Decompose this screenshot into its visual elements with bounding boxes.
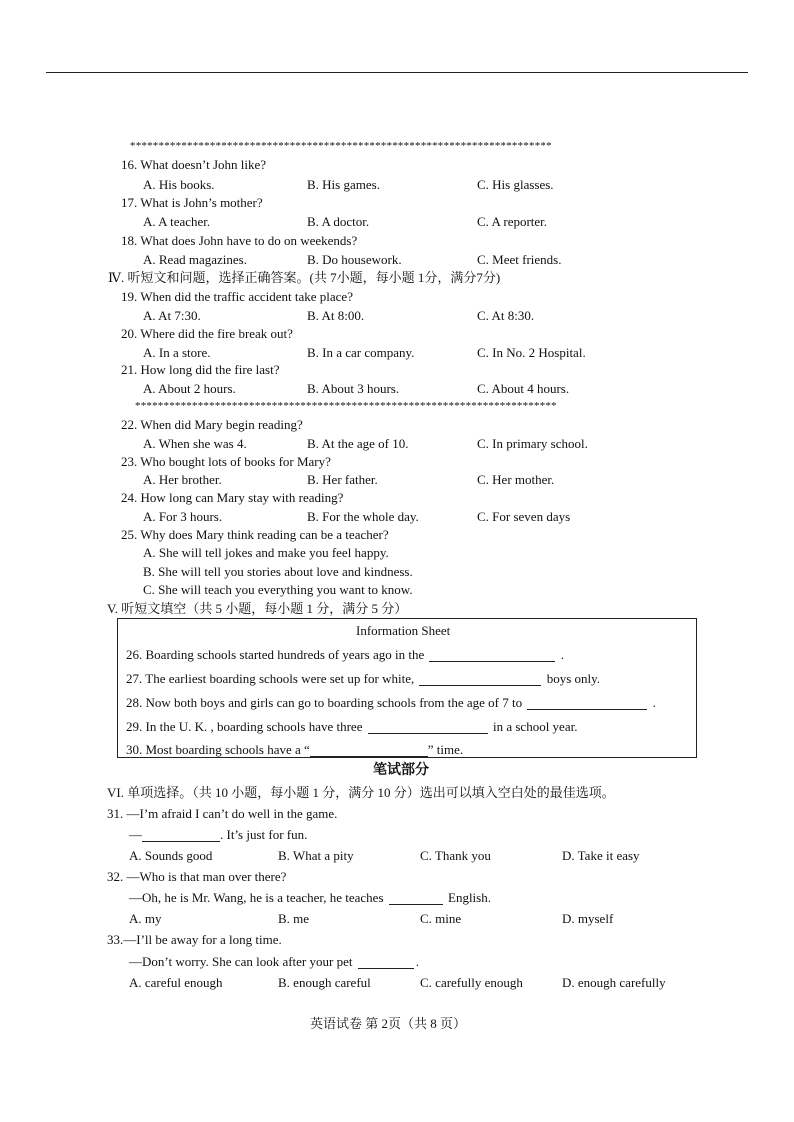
info-row-27-end: boys only. [546, 671, 601, 686]
option-25-a: A. She will tell jokes and make you feel happy. [143, 545, 389, 560]
option-32-a: A. my [129, 911, 162, 926]
answer-29-field[interactable] [368, 721, 488, 734]
question-24: 24. How long can Mary stay with reading? [121, 490, 344, 505]
answer-27-field[interactable] [419, 673, 541, 686]
option-20-b: B. In a car company. [307, 345, 415, 360]
option-33-c: C. carefully enough [420, 975, 523, 990]
question-20: 20. Where did the fire break out? [121, 326, 293, 341]
reply-dash: — [129, 827, 142, 842]
option-23-b: B. Her father. [307, 472, 378, 487]
info-row-30-end: ” time. [427, 742, 464, 757]
info-row-28-end: . [652, 695, 656, 710]
option-20-c: C. In No. 2 Hospital. [477, 345, 586, 360]
question-32: 32. —Who is that man over there? [107, 869, 287, 884]
option-21-c: C. About 4 hours. [477, 381, 570, 396]
answer-33-field[interactable] [358, 956, 414, 969]
reply-rest: . [415, 954, 419, 969]
option-18-c: C. Meet friends. [477, 252, 562, 267]
answer-31-field[interactable] [142, 829, 220, 842]
option-16-c: C. His glasses. [477, 177, 554, 192]
info-sheet-title: Information Sheet [356, 623, 451, 638]
option-19-c: C. At 8:30. [477, 308, 535, 323]
separator-stars: ************************************************************************** [135, 400, 557, 412]
option-31-b: B. What a pity [278, 848, 354, 863]
option-22-c: C. In primary school. [477, 436, 588, 451]
question-23: 23. Who bought lots of books for Mary? [121, 454, 331, 469]
page-footer: 英语试卷 第 2页（共 8 页） [310, 1016, 467, 1031]
reply-text: —Don’t worry. She can look after your pet [129, 954, 353, 969]
option-22-b: B. At the age of 10. [307, 436, 409, 451]
info-row-26 [126, 647, 564, 662]
option-20-a: A. In a store. [143, 345, 211, 360]
question-17: 17. What is John’s mother? [121, 195, 263, 210]
section-6-heading: VI. 单项选择。（共 10 小题，每小题 1 分，满分 10 分）选出可以填入空白处的最佳选项。 [107, 785, 615, 800]
info-row-30 [126, 742, 463, 757]
option-31-a: A. Sounds good [129, 848, 213, 863]
option-23-c: C. Her mother. [477, 472, 555, 487]
option-18-b: B. Do housework. [307, 252, 402, 267]
option-19-b: B. At 8:00. [307, 308, 365, 323]
option-32-b: B. me [278, 911, 310, 926]
info-row-27 [126, 671, 600, 686]
reply-text: —Oh, he is Mr. Wang, he is a teacher, he teaches [129, 890, 384, 905]
option-24-a: A. For 3 hours. [143, 509, 223, 524]
question-22: 22. When did Mary begin reading? [121, 417, 303, 432]
option-25-b: B. She will tell you stories about love and kindness. [143, 564, 413, 579]
written-part-title: 笔试部分 [373, 763, 429, 778]
option-21-b: B. About 3 hours. [307, 381, 400, 396]
option-17-c: C. A reporter. [477, 214, 548, 229]
question-33: 33.—I’ll be away for a long time. [107, 932, 282, 947]
question-21: 21. How long did the fire last? [121, 362, 280, 377]
question-18: 18. What does John have to do on weekends? [121, 233, 358, 248]
option-23-a: A. Her brother. [143, 472, 222, 487]
info-row-29-text: 29. In the U. K. , boarding schools have three [126, 719, 363, 734]
option-33-d: D. enough carefully [562, 975, 666, 990]
info-row-27-text: 27. The earliest boarding schools were set up for white, [126, 671, 415, 686]
info-row-28-text: 28. Now both boys and girls can go to boarding schools from the age of 7 to [126, 695, 523, 710]
info-row-30-text: 30. Most boarding schools have a “ [126, 742, 310, 757]
answer-28-field[interactable] [527, 697, 647, 710]
answer-32-field[interactable] [389, 892, 443, 905]
option-32-c: C. mine [420, 911, 462, 926]
option-24-b: B. For the whole day. [307, 509, 419, 524]
section-5-heading: V. 听短文填空（共 5 小题，每小题 1 分，满分 5 分） [107, 601, 408, 616]
option-22-a: A. When she was 4. [143, 436, 247, 451]
information-sheet [117, 618, 697, 758]
section-4-heading: Ⅳ. 听短文和问题，选择正确答案。(共 7小题，每小题 1分，满分7分) [108, 270, 501, 285]
option-25-c: C. She will teach you everything you want to know. [143, 582, 413, 597]
option-18-a: A. Read magazines. [143, 252, 247, 267]
reply-rest: English. [448, 890, 491, 905]
option-33-a: A. careful enough [129, 975, 223, 990]
question-31: 31. —I’m afraid I can’t do well in the game. [107, 806, 338, 821]
option-31-d: D. Take it easy [562, 848, 640, 863]
answer-26-field[interactable] [429, 649, 555, 662]
answer-30-field[interactable] [310, 744, 428, 757]
separator-stars: ************************************************************************** [130, 140, 552, 152]
info-row-26-text: 26. Boarding schools started hundreds of years ago in the [126, 647, 425, 662]
option-33-b: B. enough careful [278, 975, 371, 990]
question-25: 25. Why does Mary think reading can be a teacher? [121, 527, 389, 542]
info-row-29-end: in a school year. [492, 719, 578, 734]
info-row-28 [126, 695, 656, 710]
option-31-c: C. Thank you [420, 848, 491, 863]
info-row-29 [126, 719, 577, 734]
header-rule [46, 72, 748, 73]
option-19-a: A. At 7:30. [143, 308, 201, 323]
reply-rest: . It’s just for fun. [220, 827, 308, 842]
option-24-c: C. For seven days [477, 509, 571, 524]
option-32-d: D. myself [562, 911, 614, 926]
question-16: 16. What doesn’t John like? [121, 157, 267, 172]
option-16-a: A. His books. [143, 177, 215, 192]
option-17-b: B. A doctor. [307, 214, 370, 229]
question-19: 19. When did the traffic accident take place? [121, 289, 353, 304]
option-21-a: A. About 2 hours. [143, 381, 236, 396]
question-31-reply [129, 827, 307, 842]
question-32-reply [129, 890, 491, 905]
option-16-b: B. His games. [307, 177, 380, 192]
question-33-reply [129, 954, 419, 969]
info-row-26-end: . [560, 647, 564, 662]
option-17-a: A. A teacher. [143, 214, 211, 229]
